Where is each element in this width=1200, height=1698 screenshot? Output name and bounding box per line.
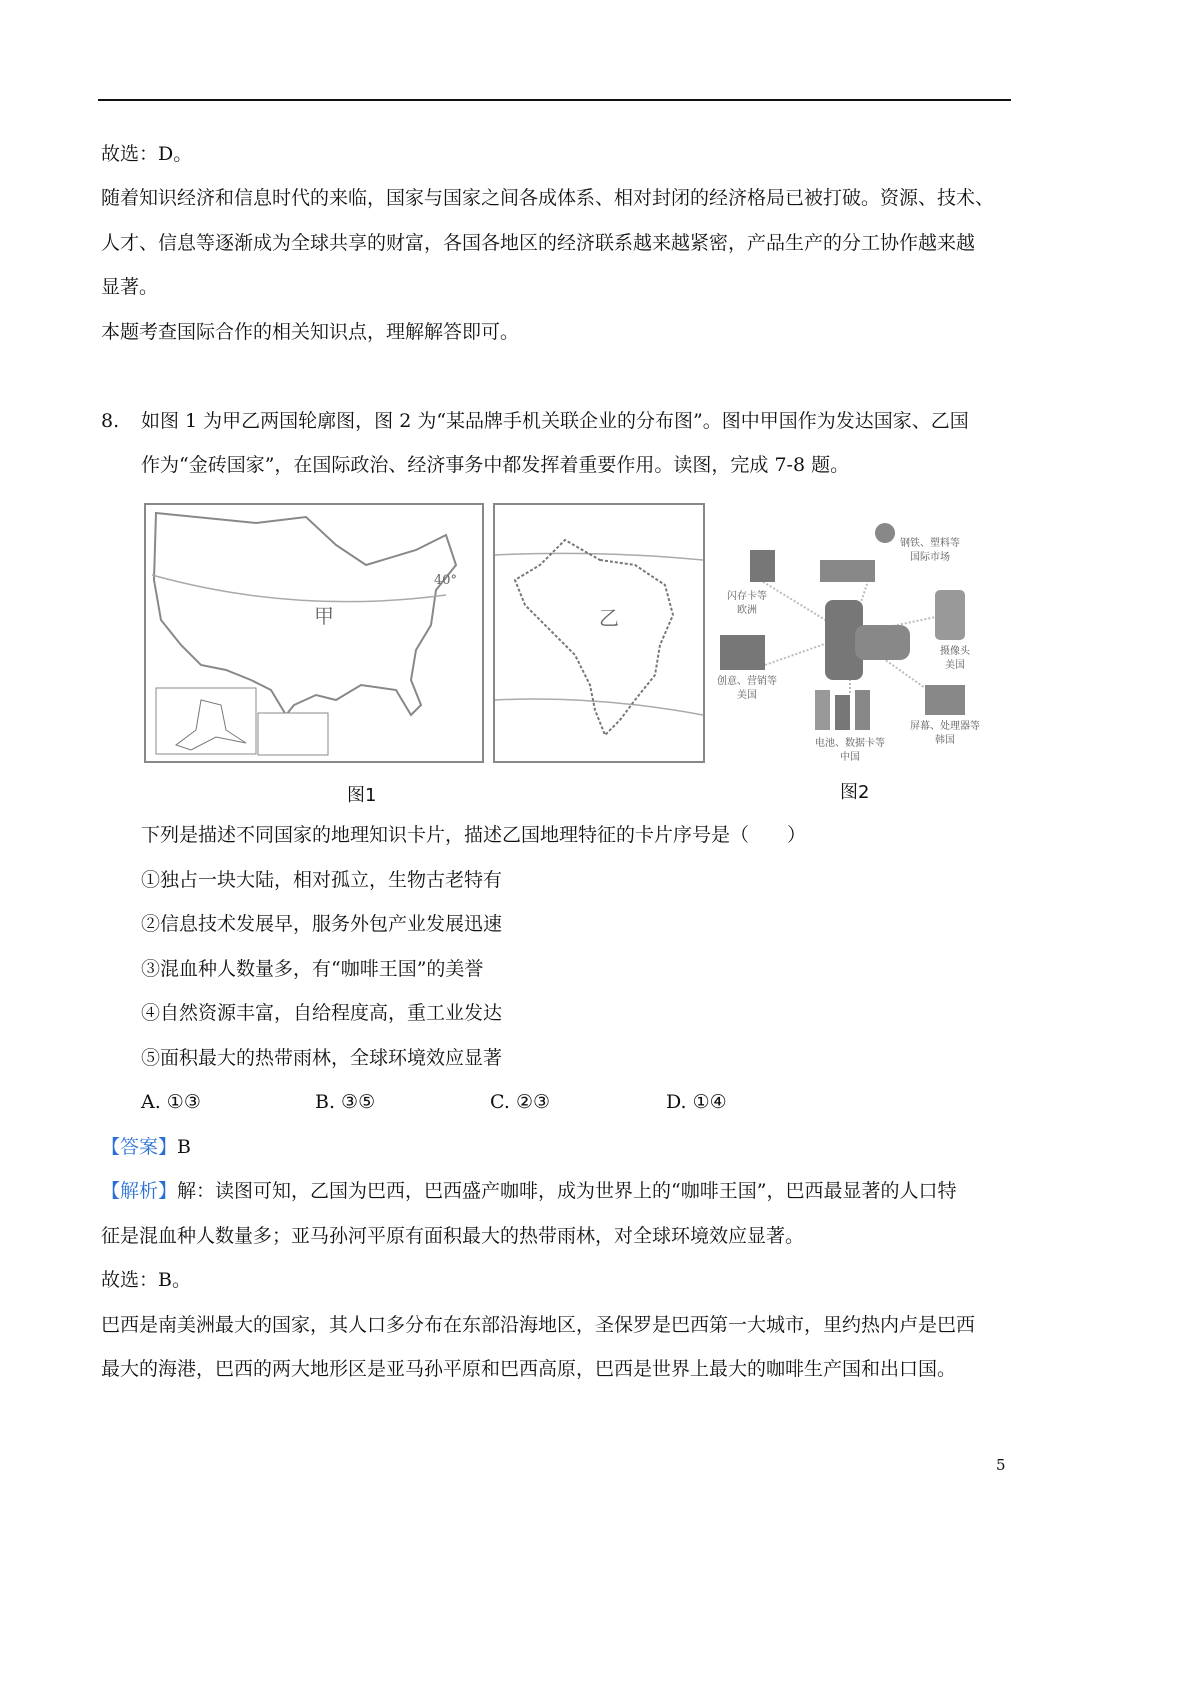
card-item: ①独占一块大陆，相对孤立，生物古老特有 bbox=[141, 869, 503, 891]
analysis-line bbox=[101, 1179, 956, 1203]
analysis-text: 解：读图可知，乙国为巴西，巴西盛产咖啡，成为世界上的“咖啡王国”，巴西最显著的人口特 bbox=[177, 1180, 957, 1202]
brazil-outline-map bbox=[495, 505, 703, 761]
analysis-text: 征是混血种人数量多；亚马孙河平原有面积最大的热带雨林，对全球环境效应显著。 bbox=[101, 1225, 805, 1247]
card-item: ②信息技术发展早，服务外包产业发展迅速 bbox=[141, 913, 503, 935]
prev-para-line: 人才、信息等逐渐成为全球共享的财富，各国各地区的经济联系越来越紧密，产品生产的分工协作越来越 bbox=[101, 232, 976, 254]
option-a: A. ①③ bbox=[141, 1091, 201, 1113]
answer-value: B bbox=[177, 1136, 191, 1158]
fig2-label: 钢铁、塑料等 国际市场 bbox=[900, 538, 960, 563]
figure2-caption: 图2 bbox=[840, 782, 870, 803]
figure1-map-yi bbox=[493, 503, 705, 763]
card-item: ④自然资源丰富，自给程度高，重工业发达 bbox=[141, 1002, 503, 1024]
page-number: 5 bbox=[996, 1456, 1006, 1474]
card-item: ⑤面积最大的热带雨林，全球环境效应显著 bbox=[141, 1047, 503, 1069]
analysis-choice: 故选：B。 bbox=[101, 1269, 191, 1291]
option-c: C. ②③ bbox=[490, 1091, 551, 1113]
figure2-diagram bbox=[715, 505, 995, 770]
header-rule bbox=[98, 99, 1011, 101]
question-stem-line: 作为“金砖国家”，在国际政治、经济事务中都发挥着重要作用。读图，完成 7-8 题。 bbox=[141, 454, 850, 476]
analysis-extra: 巴西是南美洲最大的国家，其人口多分布在东部沿海地区，圣保罗是巴西第一大城市，里约热内卢是巴西 bbox=[101, 1314, 976, 1336]
option-b: B. ③⑤ bbox=[315, 1091, 376, 1113]
latitude-label: 40° bbox=[434, 573, 458, 588]
prev-para-line: 显著。 bbox=[101, 276, 159, 298]
card-item: ③混血种人数量多，有“咖啡王国”的美誉 bbox=[141, 958, 484, 980]
fig2-label: 摄像头 美国 bbox=[940, 646, 970, 671]
answer-line bbox=[101, 1135, 191, 1159]
fig2-label: 屏幕、处理器等 韩国 bbox=[910, 721, 980, 746]
prev-choice: 故选：D。 bbox=[101, 143, 193, 165]
fig2-label: 创意、营销等 美国 bbox=[717, 676, 777, 701]
answer-tag: 【答案】 bbox=[101, 1136, 178, 1158]
question-prompt: 下列是描述不同国家的地理知识卡片，描述乙国地理特征的卡片序号是（ ） bbox=[141, 824, 807, 846]
question-number: 8. bbox=[101, 410, 120, 432]
fig2-label: 电池、数据卡等 中国 bbox=[815, 738, 885, 763]
question-stem-line: 如图 1 为甲乙两国轮廓图，图 2 为“某品牌手机关联企业的分布图”。图中甲国作为发达国家、乙国 bbox=[141, 410, 969, 432]
prev-para-line: 随着知识经济和信息时代的来临，国家与国家之间各成体系、相对封闭的经济格局已被打破。资源、技术、 bbox=[101, 187, 995, 209]
prev-summary: 本题考查国际合作的相关知识点，理解解答即可。 bbox=[101, 321, 520, 343]
figure1-caption: 图1 bbox=[347, 785, 377, 806]
country-yi-label: 乙 bbox=[599, 606, 619, 630]
figure1-map-jia bbox=[144, 503, 484, 763]
country-jia-label: 甲 bbox=[314, 604, 334, 628]
fig2-label: 闪存卡等 欧洲 bbox=[727, 591, 767, 616]
option-d: D. ①④ bbox=[666, 1091, 727, 1113]
analysis-extra: 最大的海港，巴西的两大地形区是亚马孙平原和巴西高原，巴西是世界上最大的咖啡生产国和出口国。 bbox=[101, 1358, 957, 1380]
analysis-tag: 【解析】 bbox=[101, 1180, 178, 1202]
usa-outline-map bbox=[146, 505, 482, 761]
